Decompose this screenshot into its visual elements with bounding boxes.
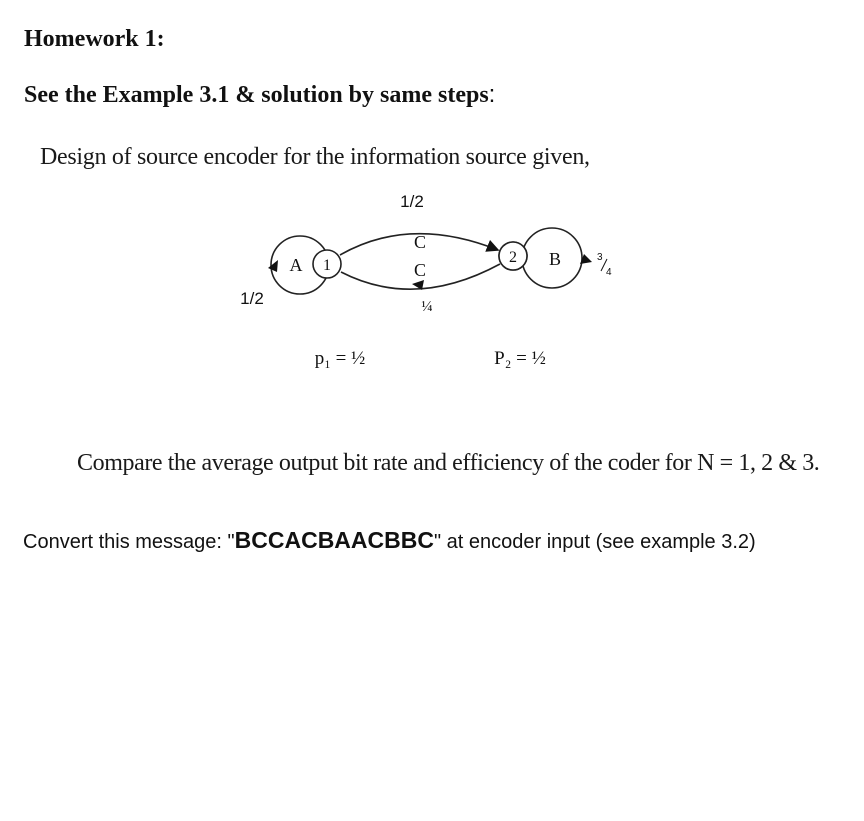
state-2-letter: B: [548, 249, 562, 269]
state-2-number: 2: [509, 249, 517, 266]
convert-prompt: [23, 527, 756, 554]
p1-label: p₁ = ½: [314, 348, 366, 369]
convert-prefix: Convert this message: ": [23, 531, 235, 553]
bottom-transition-symbol: C: [413, 260, 427, 280]
instructions-text: See the Example 3.1 & solution by same steps: [24, 82, 489, 108]
convert-message: BCCACBAACBBC: [234, 527, 434, 553]
top-transition-symbol: C: [413, 232, 427, 252]
convert-suffix: " at encoder input (see example 3.2): [433, 531, 756, 553]
state-1-number: 1: [323, 257, 331, 274]
instructions-colon: :: [488, 81, 496, 108]
state-1-letter: A: [289, 255, 303, 275]
markov-source-diagram: [200, 180, 660, 380]
state-1-self-loop-prob: 1/2: [240, 289, 264, 308]
state-2-self-loop-prob-num: 3: [597, 252, 603, 263]
instructions-line: [24, 81, 495, 109]
state-1-self-loop-arrow: [268, 260, 278, 272]
top-transition-prob: 1/2: [400, 192, 424, 211]
compare-prompt: Compare the average output bit rate and efficiency of the coder for N = 1, 2 & 3.: [77, 450, 820, 476]
state-2-self-loop-prob-den: 4: [606, 267, 612, 278]
bottom-transition-prob: ¼: [421, 299, 433, 315]
design-prompt: Design of source encoder for the information source given,: [40, 144, 590, 170]
p2-label: P₂ = ½: [494, 348, 546, 369]
homework-title: Homework 1:: [24, 26, 165, 52]
